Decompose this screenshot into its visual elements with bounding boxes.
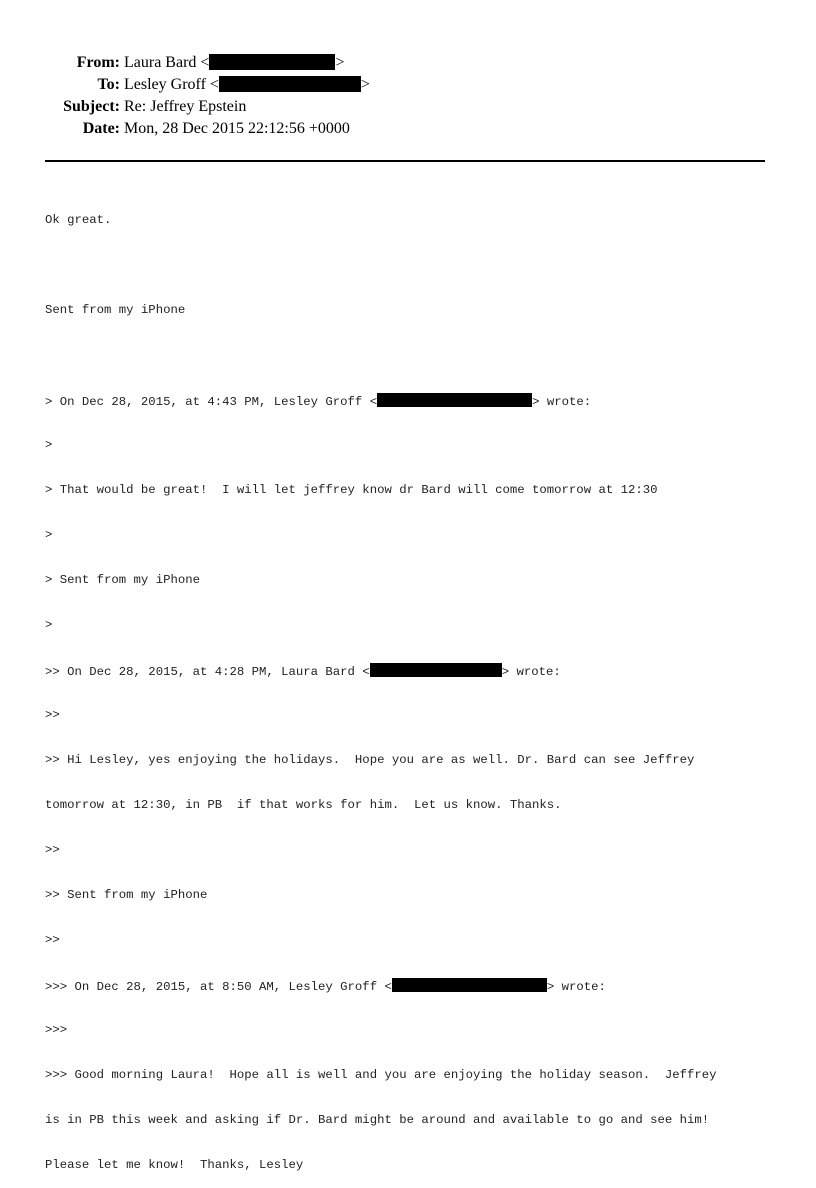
- blank-line: [45, 348, 785, 363]
- quote-line: >>: [45, 708, 60, 722]
- redaction-box: [377, 393, 532, 407]
- header-divider: [45, 160, 765, 162]
- body-line: Sent from my iPhone: [45, 303, 186, 317]
- attribution-suffix: > wrote:: [532, 395, 592, 409]
- quote-line: > Sent from my iPhone: [45, 573, 200, 587]
- to-label: To:: [97, 76, 120, 93]
- quote-line: >>> Good morning Laura! Hope all is well and you are enjoying the holiday season. Jeffrey: [45, 1068, 717, 1082]
- redaction-box: [392, 978, 547, 992]
- quote-line: > That would be great! I will let jeffrey know dr Bard will come tomorrow at 12:30: [45, 483, 658, 497]
- date-label: Date:: [82, 120, 120, 137]
- quote-line: Please let me know! Thanks, Lesley: [45, 1158, 304, 1172]
- redaction-box: [370, 663, 502, 677]
- attribution-text: >> On Dec 28, 2015, at 4:28 PM, Laura Bard <: [45, 665, 370, 679]
- body-line: Ok great.: [45, 213, 112, 227]
- to-name: Lesley Groff <: [124, 76, 219, 93]
- attribution-text: > On Dec 28, 2015, at 4:43 PM, Lesley Groff <: [45, 395, 378, 409]
- to-value: [124, 74, 370, 96]
- email-body: [45, 183, 785, 1188]
- redaction-box: [209, 54, 335, 70]
- attribution-suffix: > wrote:: [546, 980, 606, 994]
- quote-attribution: [45, 393, 785, 408]
- from-label: From:: [76, 54, 120, 71]
- quote-line: >>: [45, 933, 60, 947]
- redaction-box: [219, 76, 361, 92]
- from-row: [0, 52, 816, 74]
- blank-line: [45, 258, 785, 273]
- from-value: [124, 52, 344, 74]
- quote-line: >: [45, 528, 53, 542]
- from-name: Laura Bard <: [124, 54, 210, 71]
- subject-value: Re: Jeffrey Epstein: [124, 98, 247, 115]
- date-value: Mon, 28 Dec 2015 22:12:56 +0000: [124, 120, 350, 137]
- quote-attribution: [45, 663, 785, 678]
- quote-attribution: [45, 978, 785, 993]
- subject-label: Subject:: [63, 98, 120, 115]
- quote-line: >>: [45, 843, 60, 857]
- quote-line: >: [45, 438, 53, 452]
- email-header: [0, 52, 816, 140]
- to-row: [0, 74, 816, 96]
- quote-line: >: [45, 618, 53, 632]
- attribution-text: >>> On Dec 28, 2015, at 8:50 AM, Lesley Groff <: [45, 980, 392, 994]
- subject-row: [0, 96, 816, 118]
- date-row: [0, 118, 816, 140]
- quote-line: is in PB this week and asking if Dr. Bard might be around and available to go and see him!: [45, 1113, 710, 1127]
- attribution-suffix: > wrote:: [501, 665, 561, 679]
- quote-line: tomorrow at 12:30, in PB if that works for him. Let us know. Thanks.: [45, 798, 562, 812]
- quote-line: >> Sent from my iPhone: [45, 888, 208, 902]
- from-close: >: [335, 54, 345, 71]
- to-close: >: [360, 76, 370, 93]
- quote-line: >>>: [45, 1023, 68, 1037]
- quote-line: >> Hi Lesley, yes enjoying the holidays. Hope you are as well. Dr. Bard can see Jeffrey: [45, 753, 695, 767]
